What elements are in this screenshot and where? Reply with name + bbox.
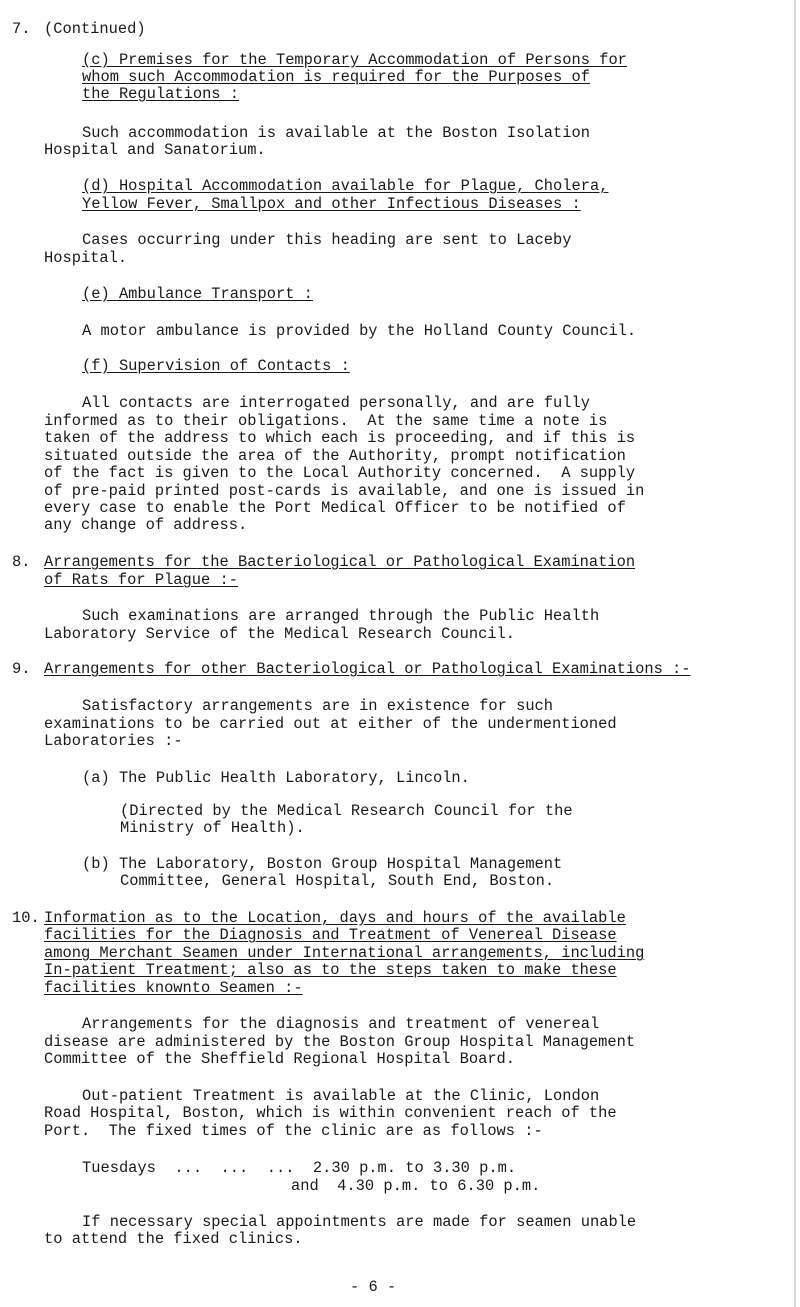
text-line: Laboratories :- xyxy=(44,732,183,750)
text-line: any change of address. xyxy=(44,516,248,534)
section-heading-line: (e) Ambulance Transport : xyxy=(82,285,313,303)
text-line: Port. The fixed times of the clinic are as follows :- xyxy=(44,1122,543,1140)
text-line: examinations to be carried out at either of the undermentioned xyxy=(44,715,617,733)
text-line: Satisfactory arrangements are in existence for such xyxy=(82,697,554,715)
text-line: (Directed by the Medical Research Council for the xyxy=(120,802,573,820)
text-line: Committee of the Sheffield Regional Hospital Board. xyxy=(44,1050,516,1068)
text-line: Out-patient Treatment is available at the Clinic, London xyxy=(82,1087,600,1105)
text-line: Laboratory Service of the Medical Research Council. xyxy=(44,625,516,643)
text-line: of pre-paid printed post-cards is available, and one is issued in xyxy=(44,482,645,500)
text-line: If necessary special appointments are made for seamen unable xyxy=(82,1213,637,1231)
section-number: 9. xyxy=(12,660,31,678)
text-line: Committee, General Hospital, South End, Boston. xyxy=(120,872,555,890)
text-line: situated outside the area of the Authority, prompt notification xyxy=(44,447,626,465)
text-line: and 4.30 p.m. to 6.30 p.m. xyxy=(291,1177,541,1195)
page-number: - 6 - xyxy=(350,1278,397,1296)
text-line: Hospital and Sanatorium. xyxy=(44,141,266,159)
section-heading-line: (c) Premises for the Temporary Accommodation of Persons for xyxy=(82,51,627,69)
section-heading-line: Arrangements for other Bacteriological or Pathological Examinations :- xyxy=(44,660,691,678)
text-line: Arrangements for the diagnosis and treatment of venereal xyxy=(82,1015,600,1033)
section-number: 8. xyxy=(12,553,31,571)
text-line: taken of the address to which each is proceeding, and if this is xyxy=(44,429,636,447)
text-line: Road Hospital, Boston, which is within convenient reach of the xyxy=(44,1104,617,1122)
section-heading-line: Yellow Fever, Smallpox and other Infectious Diseases : xyxy=(82,195,581,213)
section-heading-line: In-patient Treatment; also as to the steps taken to make these xyxy=(44,961,617,979)
section-heading-line: of Rats for Plague :- xyxy=(44,571,238,589)
section-number: 7. xyxy=(12,20,31,38)
text-line: Hospital. xyxy=(44,249,128,267)
text-line: informed as to their obligations. At the same time a note is xyxy=(44,412,608,430)
page-edge-line xyxy=(794,0,796,1307)
text-line: (b) The Laboratory, Boston Group Hospital Management xyxy=(82,855,563,873)
text-line: (Continued) xyxy=(44,20,146,38)
section-heading-line: among Merchant Seamen under International arrangements, including xyxy=(44,944,645,962)
text-line: A motor ambulance is provided by the Holland County Council. xyxy=(82,322,637,340)
text-line: of the fact is given to the Local Authority concerned. A supply xyxy=(44,464,636,482)
text-line: every case to enable the Port Medical Officer to be notified of xyxy=(44,499,626,517)
section-heading-line: Information as to the Location, days and hours of the available xyxy=(44,909,626,927)
text-line: Tuesdays ... ... ... 2.30 p.m. to 3.30 p.m. xyxy=(82,1159,517,1177)
section-heading-line: the Regulations : xyxy=(82,85,240,103)
text-line: Cases occurring under this heading are sent to Laceby xyxy=(82,231,572,249)
text-line: All contacts are interrogated personally, and are fully xyxy=(82,394,590,412)
text-line: Such examinations are arranged through the Public Health xyxy=(82,607,600,625)
section-number: 10. xyxy=(12,909,40,927)
section-heading-line: Arrangements for the Bacteriological or Pathological Examination xyxy=(44,553,636,571)
section-heading-line: whom such Accommodation is required for the Purposes of xyxy=(82,68,590,86)
text-line: to attend the fixed clinics. xyxy=(44,1230,303,1248)
text-line: (a) The Public Health Laboratory, Lincoln. xyxy=(82,769,470,787)
text-line: Ministry of Health). xyxy=(120,819,305,837)
section-heading-line: facilities for the Diagnosis and Treatment of Venereal Disease xyxy=(44,926,617,944)
section-heading-line: facilities knownto Seamen :- xyxy=(44,979,303,997)
section-heading-line: (f) Supervision of Contacts : xyxy=(82,357,350,375)
text-line: disease are administered by the Boston Group Hospital Management xyxy=(44,1033,636,1051)
section-heading-line: (d) Hospital Accommodation available for Plague, Cholera, xyxy=(82,177,609,195)
text-line: Such accommodation is available at the Boston Isolation xyxy=(82,124,590,142)
